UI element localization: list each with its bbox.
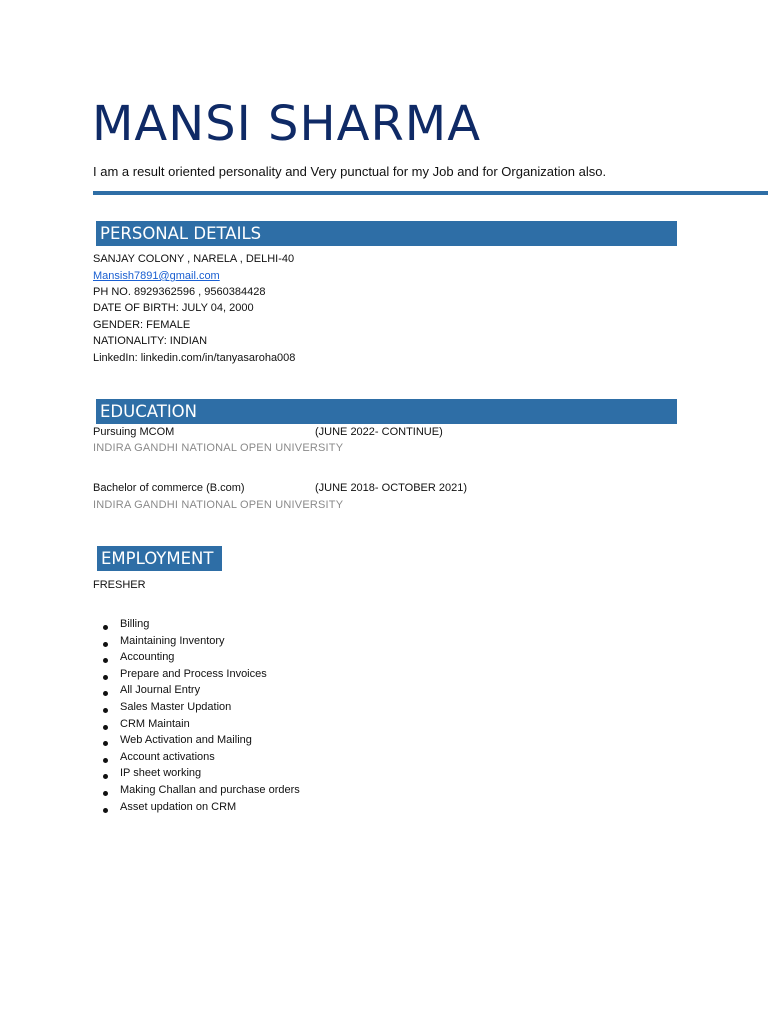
bullet-icon xyxy=(103,691,108,696)
bullet-icon xyxy=(103,725,108,730)
task-text: Asset updation on CRM xyxy=(120,800,237,813)
task-text: Account activations xyxy=(120,750,215,763)
bullet-icon xyxy=(103,758,108,763)
address-text: SANJAY COLONY , NARELA , DELHI-40 xyxy=(93,253,295,265)
phone-text: PH NO. 8929362596 , 9560384428 xyxy=(93,286,266,298)
email-link[interactable]: Mansish7891@gmail.com xyxy=(93,270,220,282)
bullet-icon xyxy=(103,625,108,630)
candidate-name: MANSI SHARMA xyxy=(92,96,482,152)
header-divider xyxy=(93,191,768,195)
employment-heading: EMPLOYMENT xyxy=(97,546,222,571)
linkedin-text: LinkedIn: linkedin.com/in/tanyasaroha008 xyxy=(93,352,296,364)
task-text: Accounting xyxy=(120,651,175,664)
objective-statement: I am a result oriented personality and Very punctual for my Job and for Organization also. xyxy=(93,164,607,179)
nationality-text: NATIONALITY: INDIAN xyxy=(93,335,208,347)
employment-status: FRESHER xyxy=(93,579,146,591)
task-text: Prepare and Process Invoices xyxy=(120,667,267,680)
task-text: Web Activation and Mailing xyxy=(120,734,252,747)
task-text: Maintaining Inventory xyxy=(120,634,225,647)
task-text: Sales Master Updation xyxy=(120,700,232,713)
education-period: (JUNE 2022- CONTINUE) xyxy=(315,426,443,438)
dob-text: DATE OF BIRTH: JULY 04, 2000 xyxy=(93,302,254,314)
bullet-icon xyxy=(103,741,108,746)
education-period: (JUNE 2018- OCTOBER 2021) xyxy=(315,482,468,494)
task-text: Making Challan and purchase orders xyxy=(120,783,300,796)
education-heading: EDUCATION xyxy=(96,399,677,424)
education-institution: INDIRA GANDHI NATIONAL OPEN UNIVERSITY xyxy=(93,442,344,454)
personal-details-heading: PERSONAL DETAILS xyxy=(96,221,677,246)
bullet-icon xyxy=(103,708,108,713)
task-text: Billing xyxy=(120,618,150,630)
education-degree: Pursuing MCOM xyxy=(93,426,175,438)
bullet-icon xyxy=(103,658,108,663)
gender-text: GENDER: FEMALE xyxy=(93,319,191,331)
task-text: CRM Maintain xyxy=(120,717,190,730)
bullet-icon xyxy=(103,791,108,796)
bullet-icon xyxy=(103,642,108,647)
bullet-icon xyxy=(103,675,108,680)
task-text: IP sheet working xyxy=(120,767,202,780)
education-degree: Bachelor of commerce (B.com) xyxy=(93,482,245,494)
bullet-icon xyxy=(103,774,108,779)
task-text: All Journal Entry xyxy=(120,684,201,697)
education-institution: INDIRA GANDHI NATIONAL OPEN UNIVERSITY xyxy=(93,499,344,511)
bullet-icon xyxy=(103,808,108,813)
